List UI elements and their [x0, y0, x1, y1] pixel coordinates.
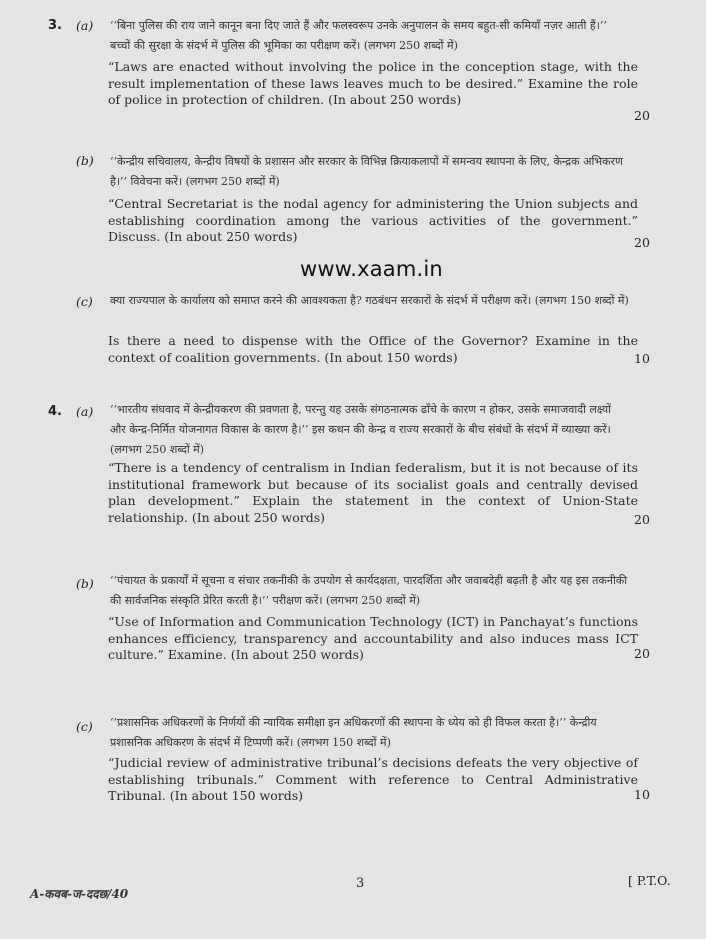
hindi-text: क्या राज्यपाल के कार्यालय को समाप्त करने की आवश्यकता है? गठबंधन सरकारों के संदर्भ में परीक्षण करें। (लगभग 150 शब्दों में)	[110, 294, 629, 307]
hindi-text: ‘‘भारतीय संघवाद में केन्द्रीयकरण की प्रवणता है, परन्तु यह उसके संगठनात्मक ढाँचे के कारण न होकर, उसके समाजवादी लक्ष्यों और केन्द्र-निर्मित योजनागत विकास के कारण है।’’ इस कथन की केन्द्र व राज्य सरकारों के बीच संबंधों के संदर्भ में व्याख्या करें। (लगभग 250 शब्दों में)	[110, 403, 611, 456]
hindi-text: ‘‘बिना पुलिस की राय जाने कानून बना दिए जाते हैं और फलस्वरूप उनके अनुपालन के समय बहुत-सी कमियाँ नज़र आती हैं।’’ बच्चों की सुरक्षा के संदर्भ में पुलिस की भूमिका का परीक्षण करें। (लगभग 250 शब्दों में)	[110, 19, 607, 52]
watermark: www.xaam.in	[300, 257, 443, 281]
part-label: (b)	[76, 153, 94, 168]
marks: 20	[634, 108, 650, 123]
english-text: “Use of Information and Communication Technology (ICT) in Panchayat’s functions enhances efficiency, transparency and accountability and also induces mass ICT culture.” Examine. (In about 250 words)	[108, 614, 638, 662]
part-label: (c)	[76, 294, 93, 309]
marks: 20	[634, 512, 650, 527]
english-text: “Judicial review of administrative tribunal’s decisions defeats the very objective of establishing tribunals.” Comment with reference to Central Administrative Tribunal. (In about 150 words)	[108, 755, 638, 803]
marks: 10	[634, 351, 650, 366]
hindi-text: ‘‘प्रशासनिक अधिकरणों के निर्णयों की न्यायिक समीक्षा इन अधिकरणों की स्थापना के ध्येय को ही विफल करता है।’’ केन्द्रीय प्रशासनिक अधिकरण के संदर्भ में टिप्पणी करें। (लगभग 150 शब्दों में)	[110, 716, 597, 749]
part-label: (a)	[76, 18, 94, 33]
question-number: 3.	[48, 18, 62, 33]
paper-code: A-कवब-ज-ददछ/40	[30, 887, 129, 901]
question-number: 4.	[48, 404, 62, 419]
english-text: “Central Secretariat is the nodal agency for administering the Union subjects and establishing coordination among the various activities of the government.” Discuss. (In about 250 words)	[108, 196, 638, 244]
please-turn-over: [ P.T.O.	[628, 873, 671, 888]
part-label: (b)	[76, 576, 94, 591]
marks: 20	[634, 235, 650, 250]
part-label: (a)	[76, 404, 94, 419]
page-number: 3	[356, 876, 365, 891]
english-text: “Laws are enacted without involving the police in the conception stage, with the result implementation of these laws leaves much to be desired.” Examine the role of police in protection of children. (In about 250 words)	[108, 59, 638, 107]
part-label: (c)	[76, 719, 93, 734]
english-text: “There is a tendency of centralism in Indian federalism, but it is not because of its institutional framework but because of its socialist goals and centrally devised plan development.” Explain the statement in the context of Union-State relationship. (In about 250 words)	[108, 460, 638, 525]
marks: 10	[634, 787, 650, 802]
marks: 20	[634, 646, 650, 661]
english-text: Is there a need to dispense with the Office of the Governor? Examine in the context of coalition governments. (In about 150 words)	[108, 333, 638, 365]
hindi-text: ‘‘केन्द्रीय सचिवालय, केन्द्रीय विषयों के प्रशासन और सरकार के विभिन्न क्रियाकलापों में समन्वय स्थापना के लिए, केन्द्रक अभिकरण है।’’ विवेचना करें। (लगभग 250 शब्दों में)	[110, 155, 623, 188]
hindi-text: ‘‘पंचायत के प्रकार्यों में सूचना व संचार तकनीकी के उपयोग से कार्यदक्षता, पारदर्शिता और जवाबदेही बढ़ती है और यह इस तकनीकी की सार्वजनिक संस्कृति प्रेरित करती है।’’ परीक्षण करें। (लगभग 250 शब्दों में)	[110, 574, 628, 607]
